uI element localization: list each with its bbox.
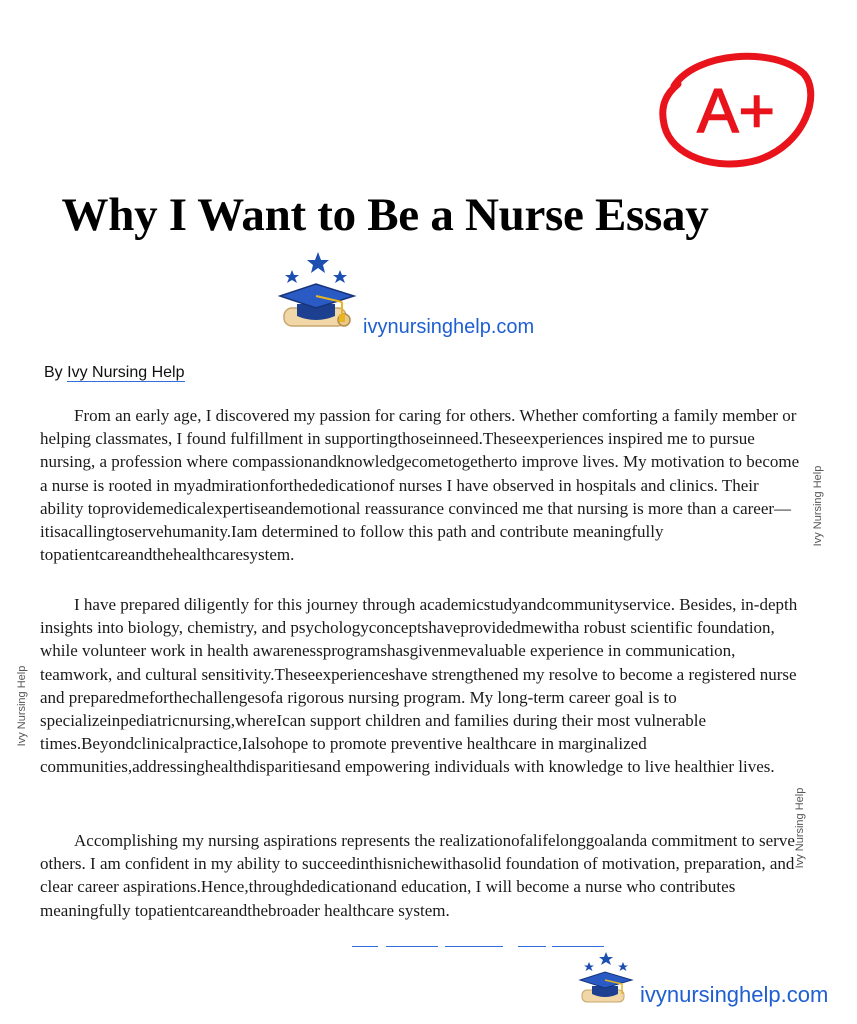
page-title: Why I Want to Be a Nurse Essay — [61, 189, 709, 241]
graduation-cap-diploma-icon — [576, 950, 636, 1010]
author-name: Ivy Nursing Help — [67, 364, 185, 381]
site-name[interactable]: ivynursinghelp.com — [363, 316, 535, 338]
watermark-text: Ivy Nursing Help — [794, 787, 806, 869]
star-icon — [599, 952, 613, 965]
graduation-cap-diploma-icon — [272, 250, 362, 342]
watermark-text: Ivy Nursing Help — [812, 465, 824, 547]
star-icon — [618, 962, 628, 971]
star-icon — [307, 252, 329, 273]
grade-mark: A+ — [697, 77, 775, 146]
byline-prefix: By — [44, 364, 68, 381]
paragraph-text: Accomplishing my nursing aspirations represents the realizationofalifelonggoalanda commitment to serve others. I am confident in my ability to succeedinthisnichewithasolid foundation of motivation, preparation, and clear career aspirations.Hence,throughdedicationand education, I will become a nurse who contributes meaningfully topatientcareandthebroader healthcare system. — [40, 831, 795, 920]
byline — [44, 364, 185, 382]
footer-site-name[interactable]: ivynursinghelp.com — [640, 982, 829, 1007]
star-icon — [584, 962, 594, 971]
decorative-underline — [352, 946, 608, 950]
watermark-text: Ivy Nursing Help — [16, 665, 28, 747]
star-icon — [285, 270, 299, 283]
essay-paragraph — [40, 829, 800, 922]
essay-paragraph — [40, 404, 800, 566]
star-icon — [333, 270, 347, 283]
paragraph-text: I have prepared diligently for this journey through academicstudyandcommunityservice. Besides, in-depth insights into biology, chemistry, and psychologyconceptshaveprovidedmewitha robust scientific foundation, while volunteer work in health awarenessprogramshasgivenmevaluable experience in communication, teamwork, and cultural sensitivity.Theseexperienceshave strengthened my resolve to become a registered nurse and preparedmeforthechallengesofa rigorous nursing program. My long-term career goal is to specializeinpediatricnursing,whereIcan support children and families during their most vulnerable times.Beyondclinicalpractice,Ialsohope to promote preventive healthcare in marginalized communities,addressinghealthdisparitiesand empowering individuals with knowledge to live healthier lives. — [40, 595, 798, 777]
paragraph-text: From an early age, I discovered my passion for caring for others. Whether comforting a family member or helping classmates, I found fulfillment in supportingthoseinneed.Theseexperiences inspired me to pursue nursing, a profession where compassionandknowledgecometogetherto improve lives. My motivation to become a nurse is rooted in myadmirationforthededicationof nurses I have observed in hospitals and clinics. Their ability toprovidemedicalexpertiseandemotional reassurance convinced me that nursing is more than a career—itisacallingtoservehumanity.Iam determined to follow this path and contribute meaningfully topatientcareandthehealthcaresystem. — [40, 406, 800, 565]
essay-paragraph — [40, 593, 800, 779]
grade-stamp — [656, 46, 816, 170]
